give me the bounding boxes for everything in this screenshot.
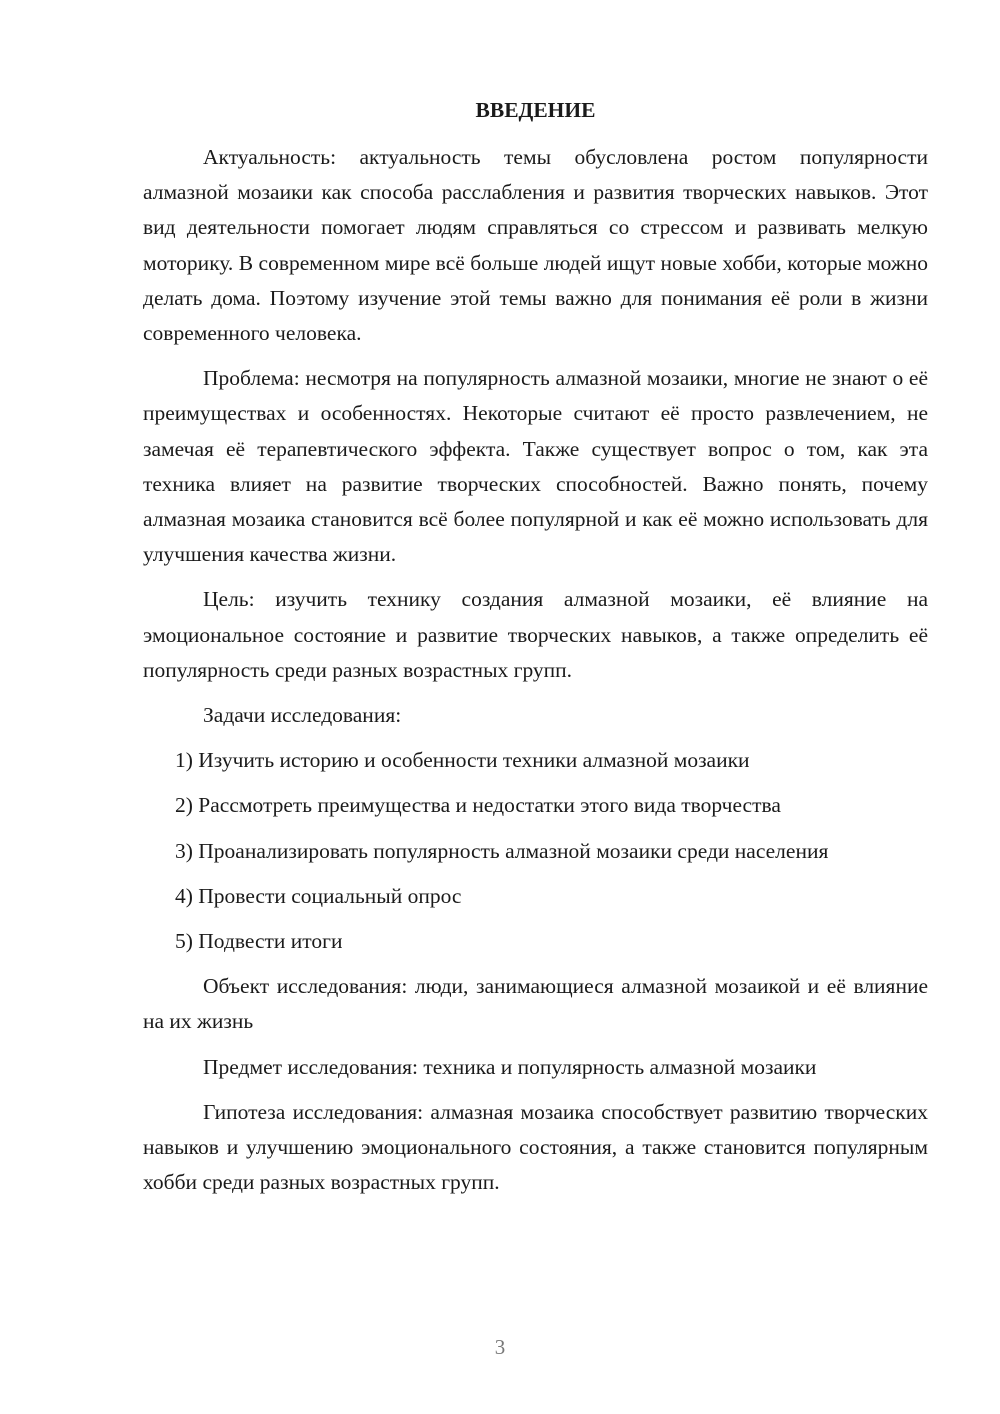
goal-paragraph: Цель: изучить технику создания алмазной мозаики, её влияние на эмоциональное состояние и развитие творческих навыков, а также определить её популярность среди разных возрастных групп. (143, 587, 928, 682)
page-title: ВВЕДЕНИЕ (475, 98, 596, 122)
page-number: 3 (494, 1335, 506, 1359)
task-item-5: 5) Подвести итоги (175, 929, 343, 954)
task-item-4: 4) Провести социальный опрос (175, 883, 462, 908)
relevance-paragraph: Актуальность: актуальность темы обусловлена ростом популярности алмазной мозаики как способа расслабления и развития творческих навыков. Этот вид деятельности помогает людям справляться со стрессом и развивать мелкую моторику. В современном мире всё больше людей ищут новые хобби, которые можно делать дома. Поэтому изучение этой темы важно для понимания её роли в жизни современного человека. (143, 145, 928, 346)
tasks-heading: Задачи исследования: (203, 703, 402, 728)
hypothesis-paragraph: Гипотеза исследования: алмазная мозаика способствует развитию творческих навыков и улучшению эмоционального состояния, а также становится популярным хобби среди разных возрастных групп. (143, 1099, 928, 1195)
subject-paragraph: Предмет исследования: техника и популярность алмазной мозаики (203, 1054, 817, 1079)
task-item-3: 3) Проанализировать популярность алмазной мозаики среди населения (175, 838, 829, 863)
task-item-1: 1) Изучить историю и особенности техники алмазной мозаики (175, 748, 750, 773)
document-page (143, 92, 928, 1200)
object-paragraph: Объект исследования: люди, занимающиеся алмазной мозаикой и её влияние на их жизнь (143, 974, 928, 1034)
task-item-2: 2) Рассмотреть преимущества и недостатки этого вида творчества (175, 793, 781, 818)
problem-paragraph: Проблема: несмотря на популярность алмазной мозаики, многие не знают о её преимуществах и особенностях. Некоторые считают её просто развлечением, не замечая её терапевтического эффекта. Также существует вопрос о том, как эта техника влияет на развитие творческих способностей. Важно понять, почему алмазная мозаика становится всё более популярной и как её можно использовать для улучшения качества жизни. (143, 366, 928, 567)
